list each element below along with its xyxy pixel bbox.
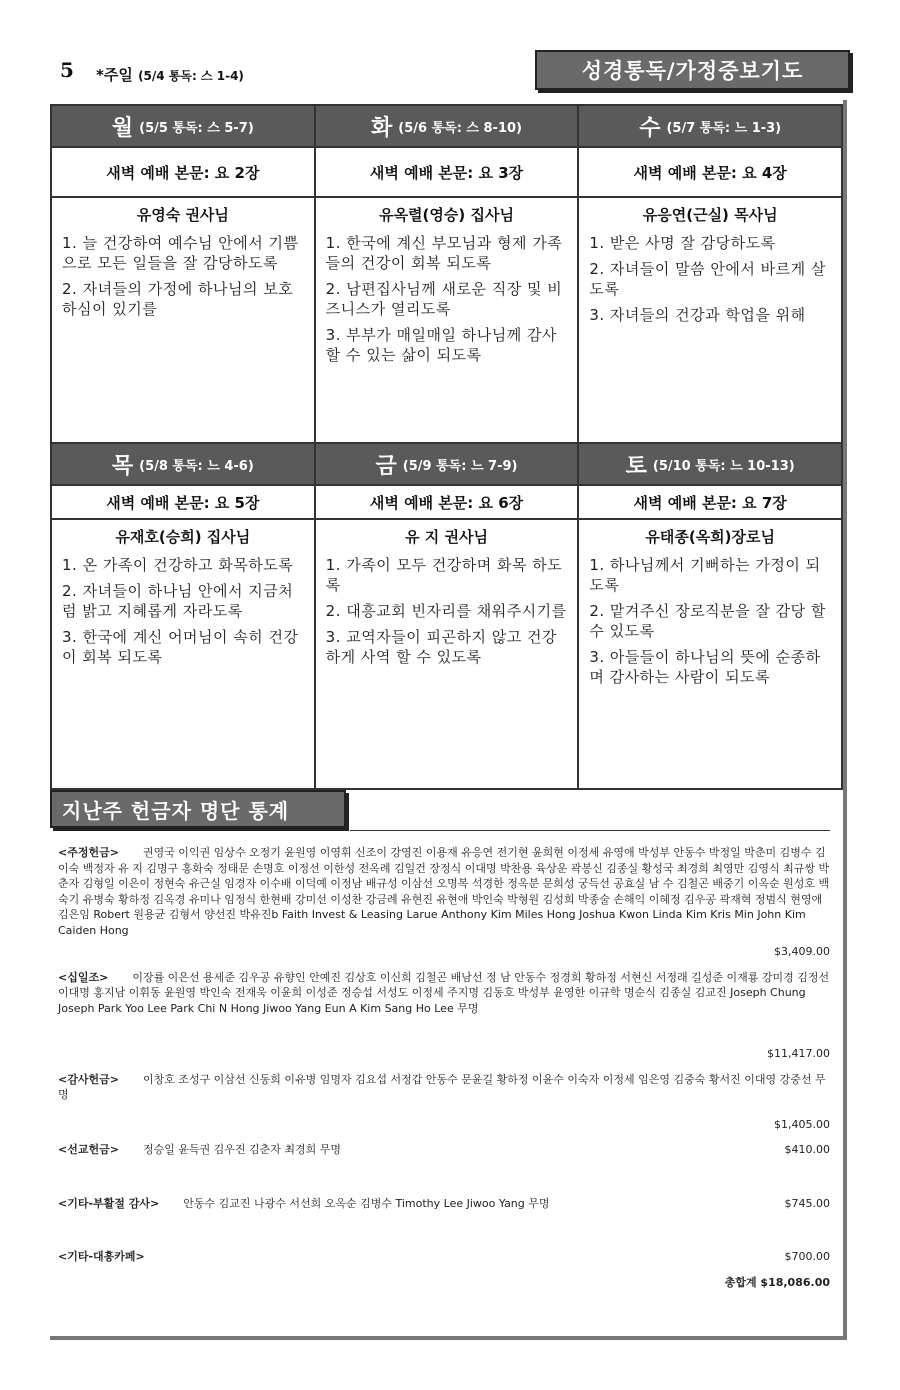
sermon-text: 새벽 예배 본문: 요 5장 bbox=[52, 484, 314, 520]
prayer-person: 유옥렬(영승) 집사님 bbox=[379, 206, 514, 224]
category-names: 권영국 이익권 임상수 오정기 윤원영 이영휘 신조이 강영진 이용재 유응연 전기현 윤희현 이정세 유영애 박성부 안동수 박정일 박춘미 김병수 김이숙 백정자 유 지 김명구 홍화숙 정태문 손명호 이정선 이한성 전옥례 김일건 장정식 이대명 박찬용 육상운 곽봉신 김종실 황성국 최경희 최영만 김영식 최규쌍 박춘자 김형일 이은이 정현숙 유근실 임경자 이수배 이덕예 이정남 배규성 이삼선 오명복 석경한 정옥분 문희성 궁득선 공효실 남 수 김철곤 배중기 이옥순 원성호 백숙기 유병숙 황하정 김옥경 유미나 임정식 한현배 강미선 이성찬 강금례 유현진 유현애 박인숙 박형원 김성희 박종술 손해익 이혜정 김우공 곽재혁 정범식 현영애 김은임 Robert 원용균 김형서 양선진 박유진b Faith Invest & Leasing Larue Anthony Kim Miles Hong Joshua Kwon Linda Kim Kris Min John Kim Caiden Hong bbox=[58, 846, 830, 937]
day-reading: (5/7 통독: 느 1-3) bbox=[666, 120, 782, 136]
category-amount: $745.00 bbox=[784, 1196, 830, 1210]
prayer-item: 2. 자녀들의 가정에 하나님의 보호하심이 있기를 bbox=[62, 280, 294, 318]
offering-category bbox=[58, 845, 830, 960]
prayer-body bbox=[52, 198, 314, 442]
day-reading: (5/8 통독: 느 4-6) bbox=[139, 458, 254, 474]
prayer-person: 유태종(옥희)장로님 bbox=[645, 528, 775, 546]
prayer-item: 3. 한국에 계신 어머님이 속히 건강이 회복 되도록 bbox=[62, 628, 299, 666]
offering-category bbox=[58, 1072, 830, 1133]
page-number: 5 bbox=[60, 58, 74, 82]
day-column-wed bbox=[577, 104, 843, 442]
category-label: <기타-부활절 감사> bbox=[58, 1196, 160, 1210]
category-amount: $700.00 bbox=[784, 1250, 830, 1263]
day-column-fri bbox=[314, 442, 578, 788]
sunday-reading-range: (5/4 통독: 스 1-4) bbox=[138, 69, 244, 83]
category-names: 안동수 김교진 나광수 서선희 오옥순 김병수 Timothy Lee Jiwoo Yang 무명 bbox=[183, 1196, 550, 1210]
prayer-body bbox=[579, 520, 841, 788]
offering-category bbox=[58, 1196, 830, 1212]
offering-category bbox=[58, 970, 830, 1062]
day-label: 월 bbox=[111, 115, 134, 141]
offering-stats bbox=[58, 845, 830, 1290]
category-label: <주정헌금> bbox=[58, 846, 119, 859]
category-names: 이장률 이은선 용세준 김우공 유향인 안예진 김상호 이신희 김철곤 배남선 정 남 안동수 정경희 황하정 서현신 서정래 길성준 이재룡 강미경 김정선 이대명 홍지남 이휘동 윤원영 박인숙 전재욱 이윤희 이성준 정승섭 서성도 이정세 주지명 김동호 박성부 윤영한 이규학 명순식 김종실 김교진 Joseph Chung Joseph Park Yoo Lee Park Chi N Hong Jiwoo Yang Eun A Kim Sang Ho Lee 무명 bbox=[58, 970, 830, 1015]
sermon-text: 새벽 예배 본문: 요 4장 bbox=[579, 146, 841, 198]
prayer-item: 2. 남편집사님께 새로운 직장 및 비즈니스가 열리도록 bbox=[325, 280, 563, 318]
day-reading: (5/9 통독: 느 7-9) bbox=[402, 458, 518, 474]
section-title: 성경통독/가정중보기도 bbox=[535, 50, 850, 90]
prayer-item: 2. 자녀들이 하나님 안에서 지금처럼 밝고 지혜롭게 자라도록 bbox=[62, 582, 294, 620]
offering-category bbox=[58, 1142, 830, 1158]
day-header bbox=[52, 104, 314, 146]
prayer-item: 3. 아들들이 하나님의 뜻에 순종하며 감사하는 사람이 되도록 bbox=[589, 648, 821, 686]
category-amount: $1,405.00 bbox=[774, 1117, 830, 1131]
prayer-item: 1. 가족이 모두 건강하며 화목 하도록 bbox=[325, 556, 563, 594]
category-label: <감사헌금> bbox=[58, 1072, 119, 1086]
sermon-text: 새벽 예배 본문: 요 6장 bbox=[316, 484, 578, 520]
prayer-item: 2. 자녀들이 말씀 안에서 바르게 살도록 bbox=[589, 260, 826, 298]
day-reading: (5/5 통독: 스 5-7) bbox=[139, 120, 254, 136]
prayer-person: 유응연(근실) 목사님 bbox=[642, 206, 778, 224]
prayer-item: 3. 부부가 매일매일 하나님께 감사할 수 있는 삶이 되도록 bbox=[325, 326, 557, 364]
sunday-reading bbox=[96, 64, 244, 85]
prayer-item: 1. 받은 사명 잘 감당하도록 bbox=[589, 234, 776, 252]
offering-stats-title: 지난주 헌금자 명단 통계 bbox=[50, 790, 346, 828]
category-amount: $410.00 bbox=[784, 1143, 830, 1156]
prayer-row-1 bbox=[50, 104, 843, 442]
day-header bbox=[316, 442, 578, 484]
prayer-body bbox=[579, 198, 841, 442]
category-label: <십일조> bbox=[58, 970, 109, 984]
day-reading: (5/10 통독: 느 10-13) bbox=[652, 458, 795, 474]
category-names: 이창호 조성구 이삼선 신동희 이유병 임명자 김요섭 서정갑 안동수 문윤길 황하정 이윤수 이숙자 이정세 임은영 김중숙 황서진 이대영 강중선 무명 bbox=[58, 1072, 826, 1101]
prayer-person: 유영숙 권사님 bbox=[136, 206, 229, 224]
prayer-item: 1. 한국에 계신 부모님과 형제 가족들의 건강이 회복 되도록 bbox=[325, 234, 563, 272]
day-header bbox=[579, 442, 841, 484]
day-column-mon bbox=[50, 104, 314, 442]
prayer-grid bbox=[50, 104, 843, 790]
day-column-sat bbox=[577, 442, 843, 788]
day-label: 금 bbox=[375, 453, 397, 479]
category-names: 정승일 윤득권 김우진 김춘자 최경희 무명 bbox=[142, 1143, 342, 1156]
prayer-body bbox=[316, 198, 578, 442]
day-label: 화 bbox=[371, 115, 393, 141]
prayer-item: 3. 교역자들이 피곤하지 않고 건강하게 사역 할 수 있도록 bbox=[325, 628, 557, 666]
sunday-label: *주일 bbox=[96, 66, 133, 84]
prayer-item: 2. 대흥교회 빈자리를 채워주시기를 bbox=[325, 602, 567, 620]
day-label: 토 bbox=[625, 453, 647, 479]
prayer-body bbox=[316, 520, 578, 788]
day-reading: (5/6 통독: 스 8-10) bbox=[398, 120, 522, 136]
prayer-item: 1. 늘 건강하여 예수님 안에서 기쁨으로 모든 일들을 잘 감당하도록 bbox=[62, 234, 299, 272]
day-column-thu bbox=[50, 442, 314, 788]
stats-divider bbox=[350, 830, 830, 831]
day-header bbox=[316, 104, 578, 146]
offering-category bbox=[58, 1249, 830, 1265]
prayer-person: 유재호(승희) 집사님 bbox=[115, 528, 251, 546]
sermon-text: 새벽 예배 본문: 요 7장 bbox=[579, 484, 841, 520]
category-amount: $3,409.00 bbox=[774, 945, 830, 958]
prayer-person: 유 지 권사님 bbox=[405, 528, 488, 546]
offering-total: 총합계 $18,086.00 bbox=[724, 1275, 830, 1289]
prayer-body bbox=[52, 520, 314, 788]
day-label: 목 bbox=[111, 453, 134, 479]
prayer-item: 3. 자녀들의 건강과 학업을 위해 bbox=[589, 306, 806, 324]
day-header bbox=[579, 104, 841, 146]
day-header bbox=[52, 442, 314, 484]
day-label: 수 bbox=[639, 115, 661, 141]
category-amount: $11,417.00 bbox=[767, 1047, 830, 1060]
prayer-item: 2. 맡겨주신 장로직분을 잘 감당 할 수 있도록 bbox=[589, 602, 826, 640]
category-label: <기타-대흥카페> bbox=[58, 1250, 145, 1263]
sermon-text: 새벽 예배 본문: 요 3장 bbox=[316, 146, 578, 198]
category-label: <선교헌금> bbox=[58, 1143, 119, 1156]
prayer-item: 1. 온 가족이 건강하고 화목하도록 bbox=[62, 556, 294, 574]
prayer-row-2 bbox=[50, 442, 843, 788]
prayer-item: 1. 하나님께서 기뻐하는 가정이 되도록 bbox=[589, 556, 821, 594]
sermon-text: 새벽 예배 본문: 요 2장 bbox=[52, 146, 314, 198]
day-column-tue bbox=[314, 104, 578, 442]
